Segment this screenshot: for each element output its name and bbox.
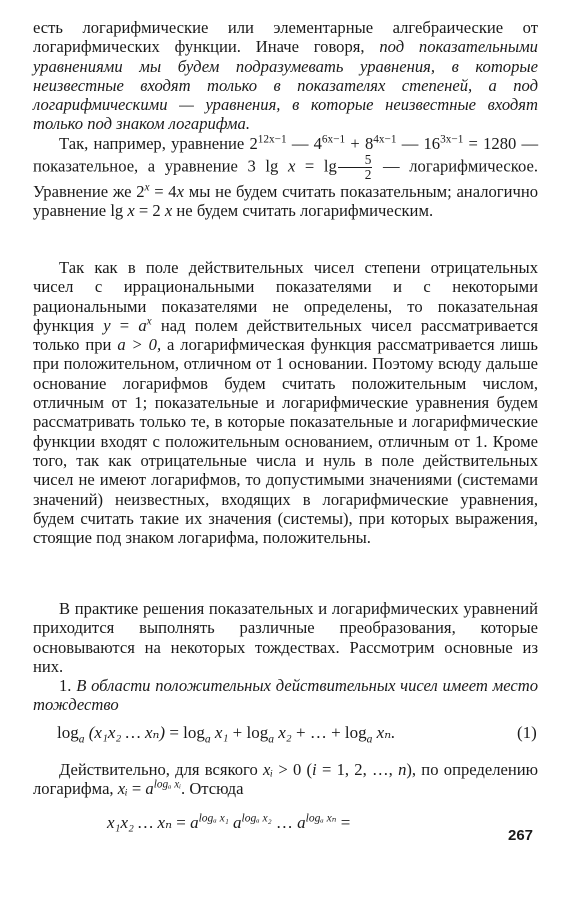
var-x: x bbox=[287, 156, 296, 176]
exponent-6x: 6x−1 bbox=[321, 133, 346, 146]
item-number: 1. bbox=[59, 676, 72, 695]
domain-text-2: над полем действительных чисел рассматривается только при bbox=[33, 315, 538, 355]
practice-paragraph: В практике решения показательных и логарифмических уравнений приходится выполнять различные преобразования, которые основываются на некоторых тождествах. Рассмотрим основные из них. bbox=[33, 599, 538, 676]
lg-eq: = 2 bbox=[138, 201, 161, 221]
equation-1280: = 1280 — показательное, а уравнение 3 lg bbox=[33, 134, 539, 176]
formula-label: (1) bbox=[517, 723, 537, 742]
exponent-x: x bbox=[144, 181, 150, 194]
example-paragraph: Так, например, уравнение $2^{12x-1}$ — $4^{6x-1} + 8^{4x-1}$ — $16^{3x-1} = 1280$ — показательное, а уравнение 3 lg x = lg $\frac{5}{2}$ — логарифмическое. Уравнение же 2$^x$ = 4x мы не будем считать показательным; аналогично уравнение lg x = 2 x не будем считать логарифмическим. bbox=[33, 133, 539, 221]
exponent-4x: 4x−1 bbox=[373, 133, 397, 146]
domain-text-1: Так как в поле действительных чисел степени отрицательных чисел с иррациональными показателями и с некоторыми рациональными показателями не определены, то показательная функция bbox=[33, 258, 538, 335]
intro-paragraph bbox=[33, 18, 538, 134]
base-8: 8 bbox=[364, 134, 374, 153]
base-2: 2 bbox=[249, 134, 258, 153]
base-16: 16 bbox=[423, 134, 441, 153]
exponent-12x: 12x−1 bbox=[257, 133, 287, 146]
base-4: 4 bbox=[313, 134, 322, 153]
not-logarithmic-text: не будем считать логарифмическим. bbox=[176, 201, 434, 221]
example-lead: Так, например, уравнение bbox=[59, 134, 245, 153]
domain-text-3: а логарифмическая функция рассматривается лишь при положительном, отличном от 1 основании. Поэтому всюду дальше основание логарифмов будем считать положительным числом, отличным от 1; показательные и логарифмические уравнения будем рассматривать только те, в которые показательные и логарифмические функции входят с положительным основанием, отличным от 1. Кроме того, так как отрицательные числа и нуль в поле действительных чисел не имеют логарифмов, то допустимыми значениями (системами значений) неизвестных, входящих в логарифмические уравнения, будем считать такие их значения (системы), при которых выражения, стоящие под знаком логарифма, положительны. bbox=[33, 335, 538, 548]
not-exponential-text: мы не будем считать показательным; аналогично уравнение bbox=[33, 182, 538, 221]
intro-text: есть логарифмические или элементарные алгебраические от логарифмических функции. Иначе говоря, bbox=[33, 18, 538, 57]
lg-symbol: lg bbox=[323, 156, 337, 176]
page-number: 267 bbox=[508, 827, 534, 844]
item-text: В области положительных действительных чисел имеет место тождество bbox=[33, 676, 538, 715]
intro-italic-definition: под показательными уравнениями мы будем подразумевать уравнения, в которые неизвестные входят только в показателях степеней, а под логарифмическими — уравнения, в которые неизвестные входят только под знаком логарифма. bbox=[33, 37, 538, 134]
log-tail: — логарифмическое. Уравнение же bbox=[33, 156, 539, 202]
proof-paragraph: Действительно, для всякого xᵢ > 0 (i = 1, 2, …, n), по определению логарифма, xᵢ = $a^{log_a xᵢ}$. Отсюда bbox=[33, 760, 539, 799]
condition-a-positive: a > 0, bbox=[117, 335, 162, 355]
eq2-rhs: = 4 bbox=[154, 182, 177, 202]
book-page: есть логарифмические или элементарные алгебраические от логарифмических функции. Иначе говоря, под показательными уравнениями мы будем подразумевать уравнения, в которые неизвестные входят только в показателях степеней, а под логарифмическими — уравнения, в которые неизвестные входят только под знаком логарифма. Так, например, уравнение $2^{12x-1}$ — $4^{6x-1} + 8^{4x-1}$ — $16^{3x-1} = 1280$ — показательное, а уравнение 3 lg x = lg $\frac{5}{2}$ — логарифмическое. Уравнение же 2$^x$ = 4x мы не будем считать показательным; аналогично уравнение lg x = 2 x не будем считать логарифмическим. Так как в поле действительных чисел степени отрицательных чисел с иррациональными показателями и с некоторыми рациональными показателями не определены, то показательная функция $y = a^x$ над полем действительных чисел рассматривается только при a > 0, а логарифмическая функция рассматривается лишь при положительном, отличном от 1 основании. Поэтому всюду дальше основание логарифмов будем считать положительным числом, отличным от 1; показательные и логарифмические уравнения будем рассматривать только те, в которые показательные и логарифмические функции входят с положительным основанием, отличным от 1. Кроме того, так как отрицательные числа и нуль в поле действительных чисел не имеют логарифмов, то допустимыми значениями (системами значений) неизвестных, входящих в логарифмические уравнения, будем считать такие их значения (системы), при которых выражения, стоящие под знаком логарифма, положительны. В практике решения показательных и логарифмических уравнений приходится выполнять различные преобразования, которые основываются на некоторых тождествах. Рассмотрим основные из них. 1. В области положительных действительных чисел имеет место тождество $\log_a (x_1x_2$ … $x_n) = \log_a x_1 + \log_a x_2$ + … + $\log_a x_n$. (1) Действительно, для всякого xᵢ > 0 (i = 1, 2, …, n), по определению логарифма, xᵢ = $a^{log_a xᵢ}$. Отсюда x₁x₂ … $x_n = a^{log_a x_1}$ $a^{log_a x_2}$ … $a^{log_a x_n}$ = 267 bbox=[33, 18, 539, 844]
fraction-5-2: $\frac{5}{2}$ bbox=[338, 153, 373, 182]
exponent-3x: 3x−1 bbox=[440, 133, 464, 146]
item-1 bbox=[33, 676, 538, 715]
domain-paragraph: Так как в поле действительных чисел степени отрицательных чисел с иррациональными показателями и с некоторыми рациональными показателями не определены, то показательная функция $y = a^x$ над полем действительных чисел рассматривается только при a > 0, а логарифмическая функция рассматривается лишь при положительном, отличном от 1 основании. Поэтому всюду дальше основание логарифмов будем считать положительным числом, отличным от 1; показательные и логарифмические уравнения будем рассматривать только те, в которые показательные и логарифмические функции входят с положительным основанием, отличным от 1. Кроме того, так как отрицательные числа и нуль в поле действительных чисел не имеют логарифмов, то допустимыми значениями (системами значений) неизвестных, входящих в логарифмические уравнения, будем считать такие их значения (системы), при которых выражения, стоящие под знаком логарифма, положительны. bbox=[33, 258, 538, 548]
